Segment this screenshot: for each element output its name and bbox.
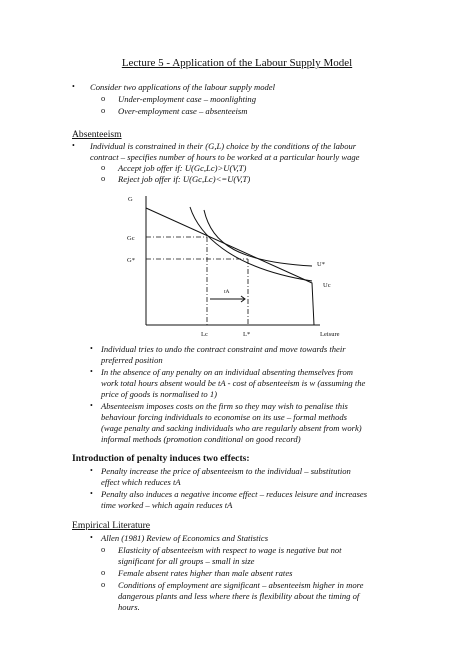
- sub-bullet-marker: o: [101, 580, 106, 589]
- intro-bullet: Consider two applications of the labour supply model: [90, 82, 276, 92]
- indifference-curve-uc: [190, 207, 312, 281]
- reject-condition: Reject job offer if: U(Gc,Lc)<=U(V,T): [118, 174, 251, 184]
- finding-1-line-2: significant for all groups – small in size: [118, 556, 255, 566]
- diagram-note-3-line-2: behaviour forcing individuals to economise on its use – formal methods: [101, 412, 348, 422]
- sub-bullet-marker: o: [101, 174, 106, 183]
- diagram-note-1-line-1: Individual tries to undo the contract constraint and move towards their: [101, 344, 346, 354]
- ta-label: tA: [224, 289, 230, 295]
- x-tick-lc: Lc: [201, 331, 208, 338]
- section-heading-absenteeism: Absenteeism: [72, 129, 122, 140]
- diagram-note-1-line-2: preferred position: [101, 355, 163, 365]
- finding-1-line-1: Elasticity of absenteeism with respect to wage is negative but not: [118, 545, 342, 555]
- intro-sub-1: Under-employment case – moonlighting: [118, 94, 257, 104]
- bullet-marker: •: [90, 367, 93, 376]
- bullet-marker: •: [90, 533, 93, 542]
- x-tick-lstar: L*: [243, 331, 251, 338]
- intro-sub-2: Over-employment case – absenteeism: [118, 106, 248, 116]
- bullet-marker: •: [72, 141, 75, 150]
- empirical-source: Allen (1981) Review of Economics and Statistics: [101, 533, 269, 543]
- absenteeism-bullet-line-1: Individual is constrained in their (G,L) choice by the conditions of the labour: [90, 141, 357, 151]
- diagram-note-2-line-3: price of goods is normalised to 1): [101, 389, 218, 399]
- diagram-note-3-line-3: (wage penalty and sacking individuals who are regularly absent from work): [101, 423, 362, 433]
- finding-3-line-1: Conditions of employment are significant – absenteeism higher in more: [118, 580, 364, 590]
- penalty-effect-1-line-1: Penalty increase the price of absenteeism to the individual – substitution: [101, 466, 351, 476]
- bullet-marker: •: [90, 489, 93, 498]
- sub-bullet-marker: o: [101, 163, 106, 172]
- curve-label-uc: Uc: [323, 282, 331, 289]
- sub-bullet-marker: o: [101, 106, 106, 115]
- page-title: Lecture 5 - Application of the Labour Supply Model: [121, 57, 353, 69]
- finding-3-line-3: hours.: [118, 602, 140, 612]
- sub-bullet-marker: o: [101, 545, 106, 554]
- bullet-marker: •: [90, 466, 93, 475]
- diagram-note-3-line-4: informal methods (promotion conditional on good record): [101, 434, 301, 444]
- diagram-note-3-line-1: Absenteeism imposes costs on the firm so they may wish to penalise this: [101, 401, 348, 411]
- indifference-curve-ustar: [204, 210, 312, 266]
- finding-3-line-2: dangerous plants and less where there is flexibility about the timing of: [118, 591, 360, 601]
- section-heading-penalty: Introduction of penalty induces two effects:: [72, 453, 250, 464]
- sub-bullet-marker: o: [101, 568, 106, 577]
- section-heading-empirical: Empirical Literature: [72, 520, 151, 531]
- y-tick-gc: Gc: [127, 235, 135, 242]
- penalty-effect-1-line-2: effect which reduces tA: [101, 477, 181, 487]
- bullet-marker: •: [90, 344, 93, 353]
- sub-bullet-marker: o: [101, 94, 106, 103]
- budget-constraint-line: [146, 208, 314, 325]
- y-axis-label: G: [128, 196, 133, 203]
- diagram-note-2-line-2: work total hours absent would be tA - cost of absenteeism is w (assuming the: [101, 378, 366, 388]
- penalty-effect-2-line-1: Penalty also induces a negative income effect – reduces leisure and increases: [101, 489, 368, 499]
- bullet-marker: •: [90, 401, 93, 410]
- y-tick-gstar: G*: [127, 257, 135, 264]
- accept-condition: Accept job offer if: U(Gc,Lc)>U(V,T): [118, 163, 247, 173]
- bullet-marker: •: [72, 82, 75, 91]
- curve-label-ustar: U*: [317, 261, 325, 268]
- diagram-note-2-line-1: In the absence of any penalty on an individual absenting themselves from: [101, 367, 353, 377]
- absenteeism-bullet-line-2: contract – specifies number of hours to be worked at a particular hourly wage: [90, 152, 360, 162]
- finding-2: Female absent rates higher than male absent rates: [118, 568, 293, 578]
- x-axis-label: Leisure: [320, 331, 340, 338]
- penalty-effect-2-line-2: time worked – which again reduces tA: [101, 500, 233, 510]
